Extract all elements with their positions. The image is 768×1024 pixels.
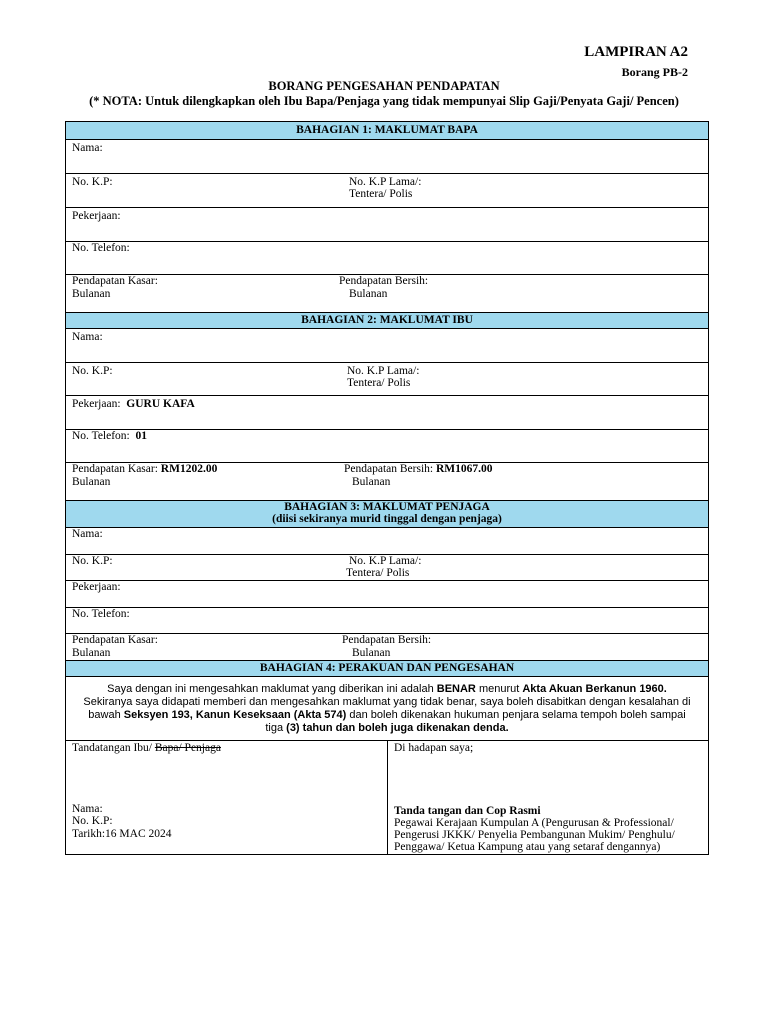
- pekerjaan-label: Pekerjaan:: [72, 581, 121, 593]
- tentera-polis-label: Tentera/ Polis: [346, 567, 410, 579]
- telefon-value: 01: [135, 430, 147, 442]
- tentera-polis-label: Tentera/ Polis: [349, 188, 413, 200]
- bulanan-label: Bulanan: [72, 647, 111, 659]
- no-kp-label: No. K.P:: [72, 555, 113, 567]
- section2-heading: BAHAGIAN 2: MAKLUMAT IBU: [66, 313, 708, 329]
- pendapatan-kasar-label: Pendapatan Kasar:: [72, 463, 158, 475]
- section1-nama-row[interactable]: [66, 140, 708, 174]
- section1-kp-row[interactable]: [66, 174, 708, 208]
- cop-title: Tanda tangan dan Cop Rasmi: [394, 805, 541, 817]
- form-title: BORANG PENGESAHAN PENDAPATAN: [268, 79, 500, 93]
- form-table: [65, 121, 709, 855]
- pendapatan-bersih-label: Pendapatan Bersih:: [339, 275, 429, 287]
- declaration-bold: (3) tahun dan boleh juga dikenakan denda.: [286, 722, 509, 734]
- nama-label: Nama:: [72, 142, 103, 154]
- section2-telefon-row[interactable]: [66, 430, 708, 463]
- nama-label: Nama:: [72, 528, 103, 540]
- section2-pendapatan-row[interactable]: [66, 463, 708, 501]
- cop-line: Pengerusi JKKK/ Penyelia Pembangunan Mukim/ Penghulu/: [394, 829, 675, 841]
- pendapatan-kasar-value: RM1202.00: [160, 463, 218, 475]
- section1-heading: BAHAGIAN 1: MAKLUMAT BAPA: [66, 122, 708, 140]
- declaration-part: Saya dengan ini mengesahkan maklumat yang diberikan ini adalah: [107, 683, 437, 695]
- bulanan-label: Bulanan: [349, 288, 388, 300]
- section3-pekerjaan-row[interactable]: [66, 581, 708, 608]
- signature-left-struck: Bapa/ Penjaga: [154, 742, 221, 754]
- lampiran-label: LAMPIRAN A2: [584, 44, 688, 60]
- bulanan-label: Bulanan: [72, 288, 111, 300]
- section2-kp-row[interactable]: [66, 363, 708, 396]
- signature-box-official[interactable]: [394, 762, 704, 802]
- no-kp-lama-label: No. K.P Lama/:: [347, 365, 420, 377]
- declaration-part: dan boleh dikenakan hukuman penjara selama tempoh boleh sampai tiga: [265, 709, 686, 734]
- telefon-label: No. Telefon:: [72, 608, 130, 620]
- signature-right-label: Di hadapan saya;: [394, 742, 474, 754]
- signature-left-label: [72, 742, 221, 754]
- pendapatan-bersih-value: RM1067.00: [435, 463, 493, 475]
- declaration-bold: Seksyen 193, Kanun Keseksaan (Akta 574): [123, 709, 347, 721]
- pendapatan-kasar-label: Pendapatan Kasar:: [72, 634, 158, 646]
- pendapatan-bersih-label: Pendapatan Bersih:: [344, 463, 434, 475]
- section1-pendapatan-row[interactable]: [66, 275, 708, 313]
- section3-nama-row[interactable]: [66, 528, 708, 555]
- declaration-text: [66, 677, 708, 741]
- section3-title: BAHAGIAN 3: MAKLUMAT PENJAGA: [284, 501, 490, 513]
- declaration-bold: Akta Akuan Berkanun 1960.: [522, 683, 667, 695]
- pekerjaan-label: Pekerjaan:: [72, 398, 121, 410]
- borang-code: Borang PB-2: [621, 65, 688, 79]
- cop-line: Pegawai Kerajaan Kumpulan A (Pengurusan & Professional/: [394, 817, 674, 829]
- declaration-part: menurut: [475, 683, 523, 695]
- section4-heading: BAHAGIAN 4: PERAKUAN DAN PENGESAHAN: [66, 661, 708, 677]
- cop-line: Penggawa/ Ketua Kampung atau yang setaraf dengannya): [394, 841, 661, 853]
- no-kp-label: No. K.P:: [72, 365, 113, 377]
- section3-pendapatan-row[interactable]: [66, 634, 708, 661]
- pekerjaan-value: GURU KAFA: [126, 398, 195, 410]
- signature-nama-label: Nama:: [72, 803, 103, 815]
- no-kp-lama-label: No. K.P Lama/:: [349, 555, 422, 567]
- section1-pekerjaan-row[interactable]: [66, 208, 708, 242]
- pendapatan-bersih-field: [344, 463, 493, 475]
- telefon-label: No. Telefon:: [72, 242, 130, 254]
- declaration-part: Sekiranya saya didapati memberi dan mengesahkan maklumat yang tidak benar, saya boleh disabitkan dengan kesalahan di bawah: [83, 696, 691, 721]
- tentera-polis-label: Tentera/ Polis: [347, 377, 411, 389]
- section2-nama-row[interactable]: [66, 329, 708, 363]
- no-kp-lama-label: No. K.P Lama/:: [349, 176, 422, 188]
- signature-kp-label: No. K.P:: [72, 815, 113, 827]
- section3-telefon-row[interactable]: [66, 608, 708, 634]
- pekerjaan-field: [72, 398, 195, 410]
- signature-left-prefix: Tandatangan Ibu/: [72, 742, 155, 754]
- pendapatan-kasar-label: Pendapatan Kasar:: [72, 275, 158, 287]
- pekerjaan-label: Pekerjaan:: [72, 210, 121, 222]
- declaration-bold: BENAR: [436, 683, 476, 695]
- form-note: (* NOTA: Untuk dilengkapkan oleh Ibu Bapa/Penjaga yang tidak mempunyai Slip Gaji/Penyata Gaji/ Pencen): [89, 94, 679, 108]
- section3-heading: [66, 501, 708, 528]
- signature-box-ibu[interactable]: [72, 802, 372, 852]
- bulanan-label: Bulanan: [72, 476, 111, 488]
- no-kp-label: No. K.P:: [72, 176, 113, 188]
- pendapatan-kasar-field: [72, 463, 217, 475]
- signature-divider: [387, 741, 388, 855]
- telefon-label: No. Telefon:: [72, 430, 130, 442]
- bulanan-label: Bulanan: [352, 476, 391, 488]
- section1-telefon-row[interactable]: [66, 242, 708, 275]
- bulanan-label: Bulanan: [352, 647, 391, 659]
- section3-kp-row[interactable]: [66, 555, 708, 581]
- section3-subtitle: (diisi sekiranya murid tinggal dengan penjaga): [272, 513, 502, 525]
- signature-tarikh: Tarikh:16 MAC 2024: [72, 828, 172, 840]
- pendapatan-bersih-label: Pendapatan Bersih:: [342, 634, 432, 646]
- section2-pekerjaan-row[interactable]: [66, 396, 708, 430]
- telefon-field: [72, 430, 147, 442]
- nama-label: Nama:: [72, 331, 103, 343]
